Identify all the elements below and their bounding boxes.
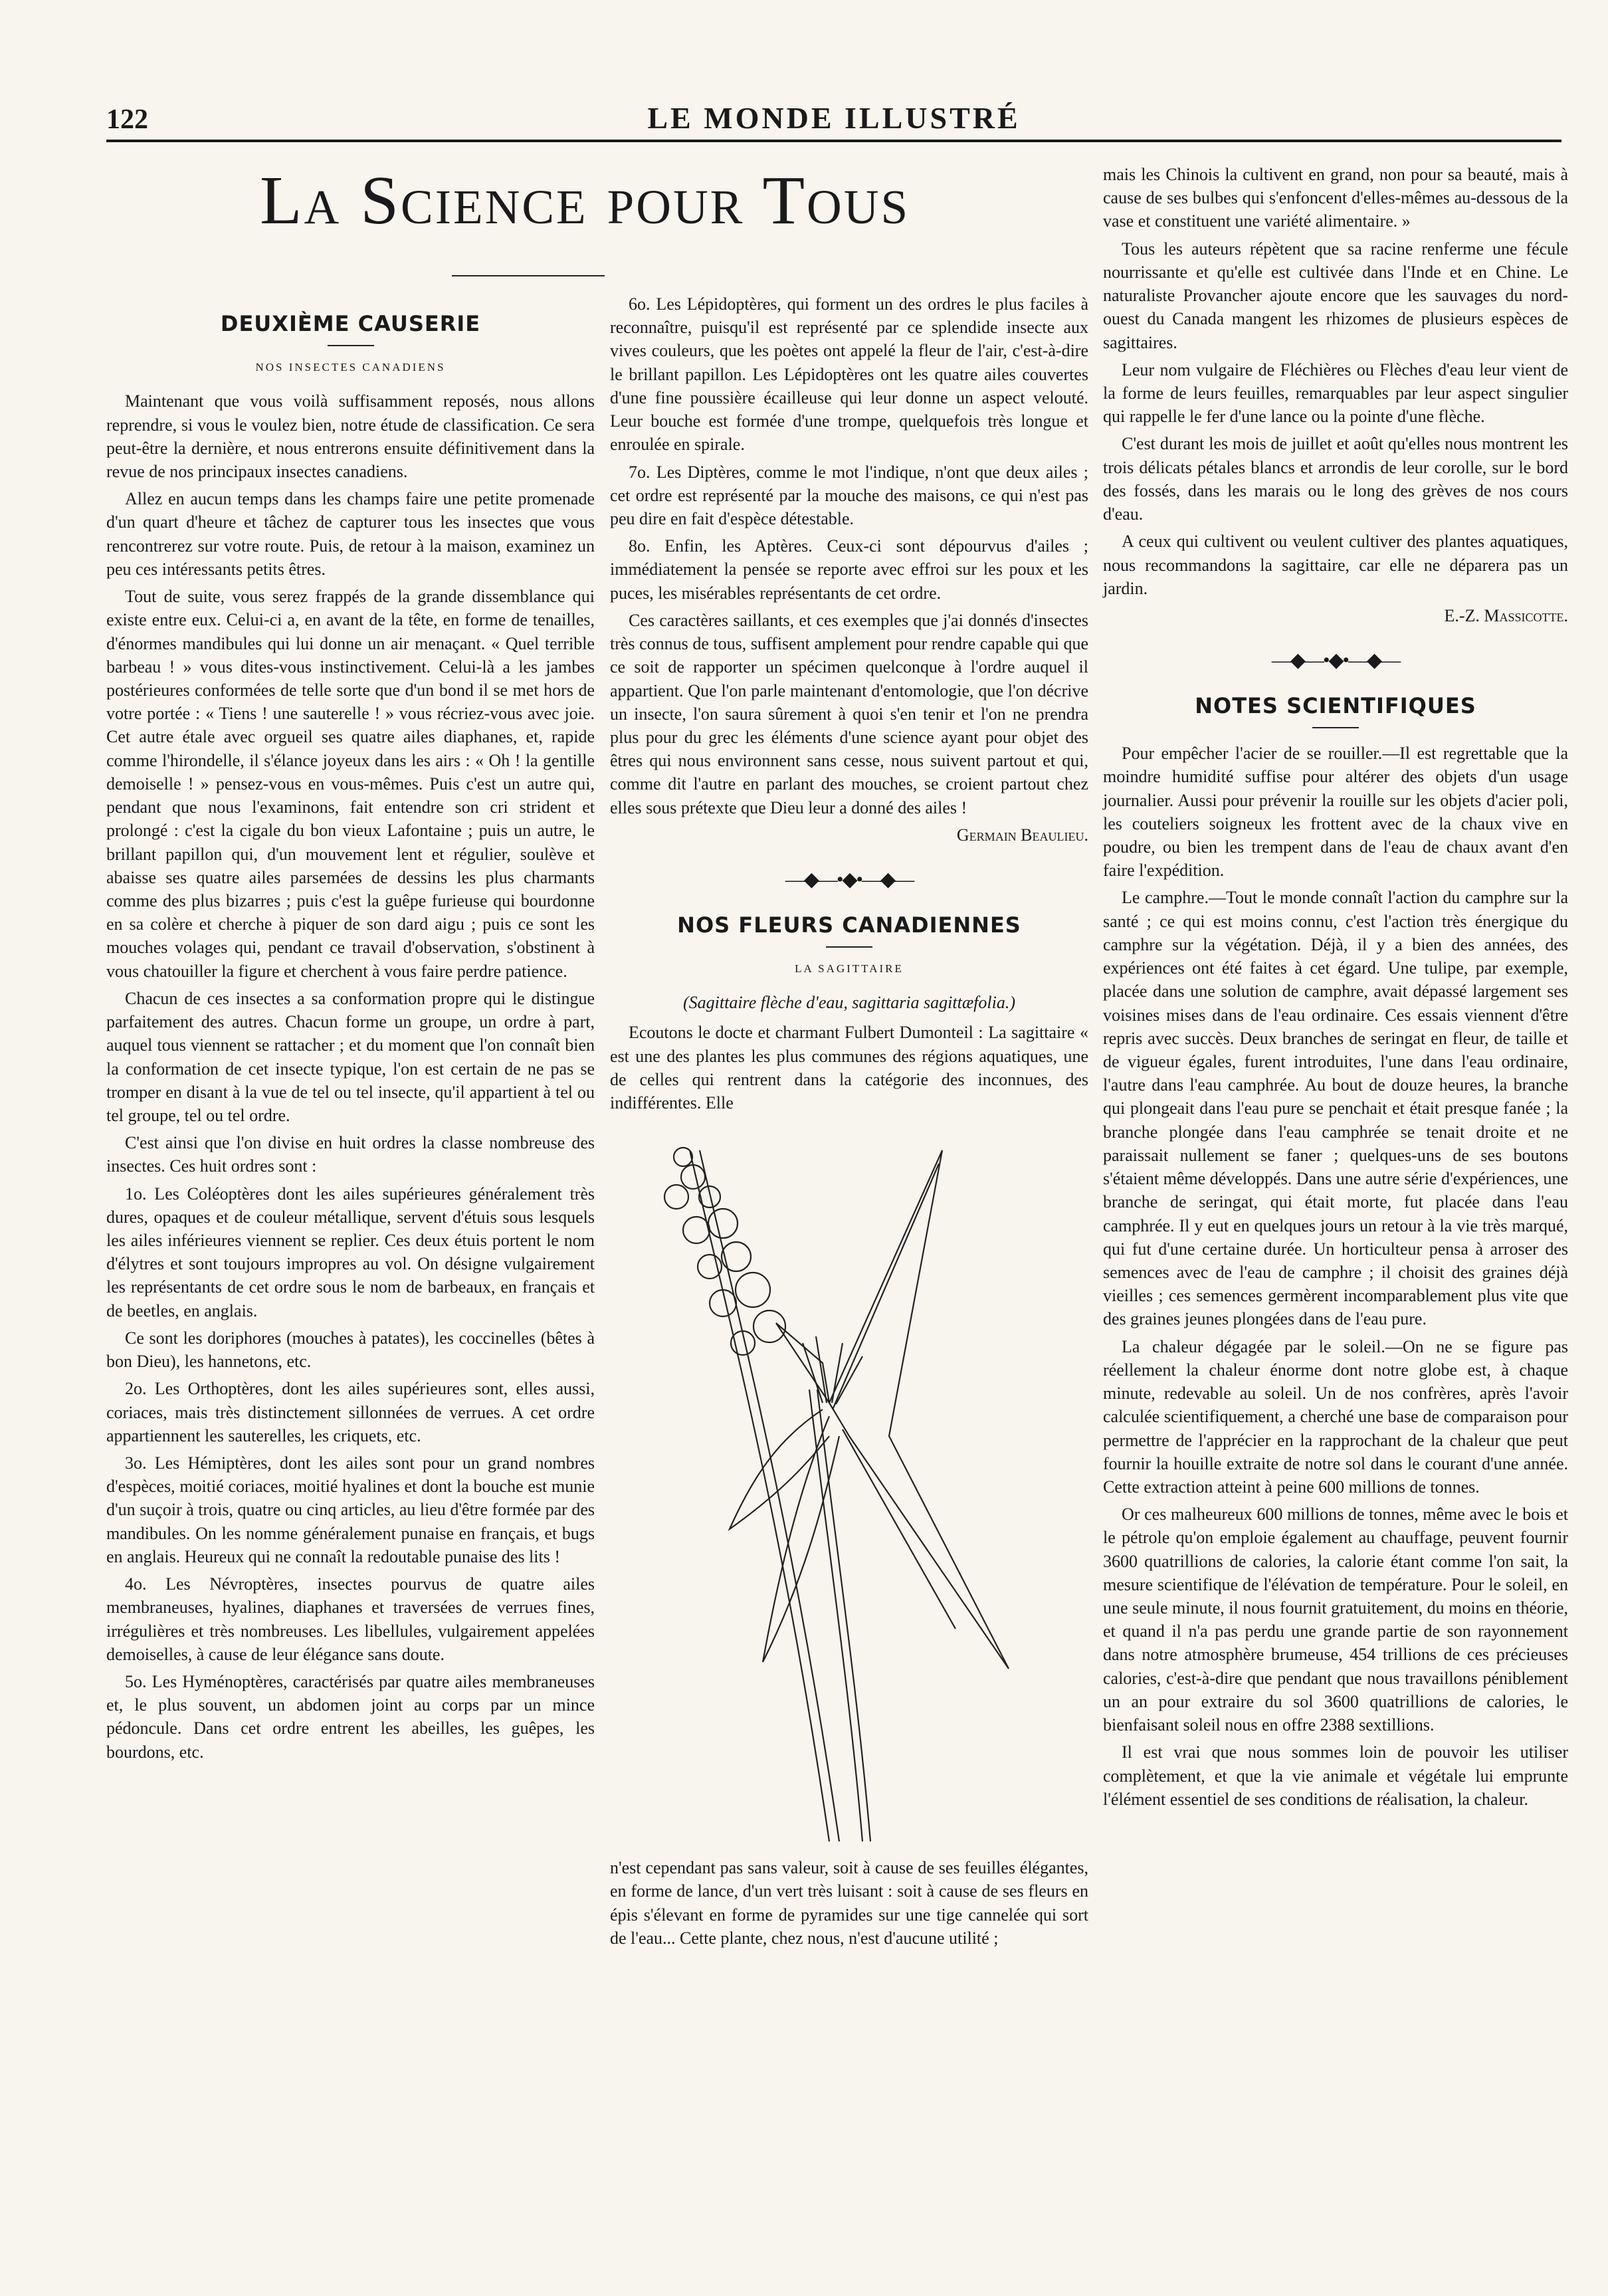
main-title: La Science pour Tous: [259, 162, 910, 239]
paragraph: Il est vrai que nous sommes loin de pouvoir les utiliser complètement, et que la vie animale et végétale lui emprunte l'élément essentiel de ses conditions de réalisation, la chaleur.: [1103, 1742, 1568, 1809]
column-1: [106, 292, 595, 1768]
paragraph: Ce sont les doriphores (mouches à patates), les coccinelles (bêtes à bon Dieu), les hannetons, etc.: [106, 1328, 595, 1372]
ornament-divider: —◆—•◆•—◆—: [1271, 649, 1400, 672]
author-signature: E.-Z. Massicotte.: [1444, 605, 1568, 625]
column-3: [1103, 163, 1568, 1815]
page-number: 122: [106, 104, 148, 135]
paragraph: Pour empêcher l'acier de se rouiller.—Il est regrettable que la moindre humidité suffise pour altérer des objets d'un usage journalier. Aussi pour prévenir la rouille sur les objets d'acier poli, les couteliers soigneux les frottent avec de la chaux vive en poudre, ou bien les trempent dans de l'eau de chaux avant d'en faire l'expédition.: [1103, 744, 1568, 881]
paragraph: Maintenant que vous voilà suffisamment reposés, nous allons reprendre, si vous le voulez bien, notre étude de classification. Ce sera peut-être la dernière, et nous entrerons ensuite définitivement dans la revue de nos principaux insectes canadiens.: [106, 391, 595, 482]
paragraph: 8o. Enfin, les Aptères. Ceux-ci sont dépourvus d'ailes ; immédiatement la pensée se reporte avec effroi sur les poux et les puces, les misérables représentants de cet ordre.: [610, 536, 1088, 603]
paragraph: n'est cependant pas sans valeur, soit à cause de ses feuilles élégantes, en forme de lance, d'un vert très luisant : soit à cause de ses fleurs en épis s'élevant en forme de pyramides sur une tige cannelée qui sort de l'eau... Cette plante, chez nous, n'est d'aucune utilité ;: [610, 1858, 1088, 1948]
section-subheading: LA SAGITTAIRE: [795, 962, 904, 976]
author-signature: Germain Beaulieu.: [956, 825, 1088, 845]
section-subheading: NOS INSECTES CANADIENS: [255, 361, 446, 374]
paragraph: A ceux qui cultivent ou veulent cultiver des plantes aquatiques, nous recommandons la sagittaire, car elle ne déparera pas un jardin.: [1103, 532, 1568, 598]
ornament-divider: —◆—•◆•—◆—: [785, 869, 914, 891]
paragraph: C'est durant les mois de juillet et août qu'elles nous montrent les trois délicats pétales blancs et arrondis de leur corolle, sur le bord des fossés, dans les marais ou le long des grèves de nos cours d'eau.: [1103, 434, 1568, 524]
column-2: [610, 292, 1088, 1954]
paragraph: Ecoutons le docte et charmant Fulbert Dumonteil : La sagittaire « est une des plantes les plus communes des régions aquatiques, une de celles qui rentrent dans la catégorie des inconnues, des indifférentes. Elle: [610, 1023, 1088, 1112]
title-rule: [452, 275, 605, 276]
sagittaria-drawing: [610, 1124, 1088, 1848]
page-header: [106, 93, 1561, 142]
section-heading: NOS FLEURS CANADIENNES: [677, 912, 1021, 938]
paragraph: 6o. Les Lépidoptères, qui forment un des ordres le plus faciles à reconnaître, puisqu'il est représenté par ce splendide insecte aux vives couleurs, que les poètes ont appelé la fleur de l'air, c'est-à-dire le brillant papillon. Les Lépidoptères ont les quatre ailes couvertes d'une fine poussière écailleuse qui leur donne un aspect velouté. Leur bouche est formée d'une trompe, quelquefois très longue et enroulée en spirale.: [610, 294, 1088, 455]
section-heading: DEUXIÈME CAUSERIE: [220, 311, 481, 336]
paragraph: 2o. Les Orthoptères, dont les ailes supérieures sont, elles aussi, coriaces, mais très distinctement sillonnées de verrues. A cet ordre appartiennent les sauterelles, les criquets, etc.: [106, 1379, 595, 1445]
paragraph: mais les Chinois la cultivent en grand, non pour sa beauté, mais à cause de ses bulbes qui s'enfoncent d'elles-mêmes au-dessous de la vase et constituent une variété alimentaire. »: [1103, 165, 1568, 231]
paragraph: Leur nom vulgaire de Fléchières ou Flèches d'eau leur vient de la forme de leurs feuilles, remarquables par leur aspect singulier qui rappelle le fer d'une lance ou la pointe d'une flèche.: [1103, 360, 1568, 427]
paragraph: Ces caractères saillants, et ces exemples que j'ai donnés d'insectes très connus de tous, suffisent amplement pour rendre capable qui que ce soit de rapporter un spécimen quelconque à l'ordre auquel il appartient. Que l'on parle maintenant d'entomologie, que l'on décrive un insecte, l'on saura sûrement à quoi s'en tenir et l'on ne prendra plus pour du grec les éléments d'une science ayant pour objet des êtres qui nous environnent sans cesse, nous suivent partout et qui, comme dit l'autre en parlant des mouches, se croient partout chez elles sous prétexte que Dieu leur a donné des ailes !: [610, 610, 1088, 817]
paragraph: 1o. Les Coléoptères dont les ailes supérieures généralement très dures, opaques et de couleur métallique, servent d'étuis sous lesquels les ailes inférieures viennent se replier. Ces deux étuis portent le nom d'élytres et sont toujours impropres au vol. On désigne vulgairement les représentants de cet ordre sous le nom de barbeaux, en français et de beetles, en anglais.: [106, 1184, 595, 1320]
divider: [826, 946, 872, 948]
masthead: LE MONDE ILLUSTRÉ: [647, 101, 1021, 135]
sagittaria-illustration: [610, 1124, 1088, 1848]
paragraph: Chacun de ces insectes a sa conformation propre qui le distingue parfaitement des autres. Chacun forme un groupe, un ordre à part, auquel tous viennent se rattacher ; et du moment que l'on connaît bien la conformation de cet insecte typique, l'on est certain de ne pas se tromper en disant à la vue de tel ou tel insecte, qu'il appartient à tel ou tel groupe, tel ou tel ordre.: [106, 988, 595, 1125]
paragraph: Tout de suite, vous serez frappés de la grande dissemblance qui existe entre eux. Celui-ci a, en avant de la tête, en forme de tenailles, d'énormes mandibules qui lui donne un air menaçant. « Quel terrible barbeau ! » vous dites-vous instinctivement. Celui-là a les jambes postérieures conformées de telle sorte que d'un bond il se met hors de votre portée : « Tiens ! une sauterelle ! » vous récriez-vous avec joie. Cet autre étale avec orgueil ses quatre ailes diaphanes, et, rapide comme l'hirondelle, il s'élance joyeux dans les airs : « Oh ! la gentille demoiselle ! » pensez-vous en vous-mêmes. Puis c'est un autre qui, pendant que nous l'examinons, fait entendre son cri strident et prolongé : c'est la cigale du bon vieux Lafontaine ; puis un autre, le brillant papillon qui, d'un mouvement lent et régulier, soulève et abaisse ses quatre ailes parsemées de dessins les plus charmants comme des plus bizarres ; puis c'est la guêpe furieuse qui bourdonne en sa colère et cherche à piquer de son dard aigu ; puis ce sont les mouches volages qui, pendant ce travail d'observation, s'obstinent à vous chatouiller la figure et cherchent à vous faire perdre patience.: [106, 587, 595, 981]
paragraph: 7o. Les Diptères, comme le mot l'indique, n'ont que deux ailes ; cet ordre est représenté par la mouche des maisons, ce qui n'est pas peu dire en fait d'espèce détestable.: [610, 462, 1088, 528]
section-heading: NOTES SCIENTIFIQUES: [1195, 692, 1476, 718]
paragraph: 5o. Les Hyménoptères, caractérisés par quatre ailes membraneuses et, le plus souvent, un abdomen joint au corps par un mince pédoncule. Dans cet ordre entrent les abeilles, les guêpes, les bourdons, etc.: [106, 1671, 595, 1762]
paragraph: C'est ainsi que l'on divise en huit ordres la classe nombreuse des insectes. Ces huit ordres sont :: [106, 1133, 595, 1176]
divider: [328, 345, 374, 346]
paragraph: Or ces malheureux 600 millions de tonnes, même avec le bois et le pétrole qu'on emploie également au chauffage, peuvent fournir 3600 quatrillions de calories, la calorie étant comme l'on sait, la mesure scientifique de l'élévation de température. Pour le soleil, en une seule minute, il nous fournit gratuitement, du moins en théorie, et quand il n'a pas perdu une grande partie de son rayonnement dans notre atmosphère brumeuse, 454 trillions de ces précieuses calories, c'est-à-dire que pendant que nous travaillons péniblement un an pour extraire du sol 3600 quatrillions de calories, le bienfaisant soleil nous en offre 2388 sextillions.: [1103, 1505, 1568, 1735]
paragraph: La chaleur dégagée par le soleil.—On ne se figure pas réellement la chaleur énorme dont notre globe est, à chaque minute, redevable au soleil. Un de nos confrères, après l'avoir calculée scientifiquement, a cherché une base de comparaison pour permettre de l'apprécier en la rapprochant de la chaleur que peut fournir la houille extraite de notre sol dans le courant d'une année. Cette extraction atteint à peine 600 millions de tonnes.: [1103, 1336, 1568, 1497]
paragraph: 4o. Les Névroptères, insectes pourvus de quatre ailes membraneuses, hyalines, diaphanes et traversées de verrues fines, irrégulières et très nombreuses. Les libellules, vulgairement appelées demoiselles, à cause de leur élégance sans doute.: [106, 1574, 595, 1664]
paragraph: Allez en aucun temps dans les champs faire une petite promenade d'un quart d'heure et tâchez de capturer tous les insectes que vous rencontrerez sur votre route. Puis, de retour à la maison, examinez un peu ces intéressants petits êtres.: [106, 489, 595, 579]
paragraph: 3o. Les Hémiptères, dont les ailes sont pour un grand nombres d'espèces, moitié coriaces, moitié hyalines et dont la bouche est munie d'un suçoir à trois, quatre ou cinq articles, au lieu d'être formée par des mandibules. On les nomme généralement punaise en français, et bugs en anglais. Heureux qui ne connaît la redoutable punaise des lits !: [106, 1453, 595, 1566]
latin-name: (Sagittaire flèche d'eau, sagittaria sagittæfolia.): [682, 993, 1015, 1013]
divider: [1312, 727, 1359, 728]
paragraph: Le camphre.—Tout le monde connaît l'action du camphre sur la santé ; ce qui est moins connu, c'est l'action très énergique du camphre sur la végétation. Déjà, il y a bien des années, des expériences ont été faites à cet égard. Une tulipe, par exemple, placée dans une solution de camphre, avait dépassé largement ses voisines mises dans de l'eau ordinaire. Ces essais viennent d'être repris avec succès. Deux branches de seringat en fleur, de taille et de vigueur égales, furent introduites, l'une dans l'eau ordinaire, l'autre dans l'eau camphrée. Au bout de douze heures, la branche qui plongeait dans l'eau pure se penchait et était presque fanée ; la branche plongée dans l'eau camphrée se tenait droite et ne paraissait nullement se faner ; quelques-uns de ses boutons s'étaient même développés. Dans une autre série d'expériences, une branche de seringat, qui était morte, fut placée dans l'eau camphrée. Il y eut en quelques jours un retour à la vie très marqué, qui fut d'une certaine durée. Un horticulteur pensa à arroser des semences avec de l'eau de camphre ; il choisit des graines déjà vieilles ; ces semences germèrent incomparablement plus vite que des graines jeunes plongées dans de l'eau pure.: [1103, 888, 1568, 1329]
paragraph: Tous les auteurs répètent que sa racine renferme une fécule nourrissante et qu'elle est cultivée dans l'Inde et en Chine. Le naturaliste Provancher ajoute encore que les sauvages du nord-ouest du Canada mangent les rhizomes de plusieurs espèces de sagittaires.: [1103, 239, 1568, 352]
